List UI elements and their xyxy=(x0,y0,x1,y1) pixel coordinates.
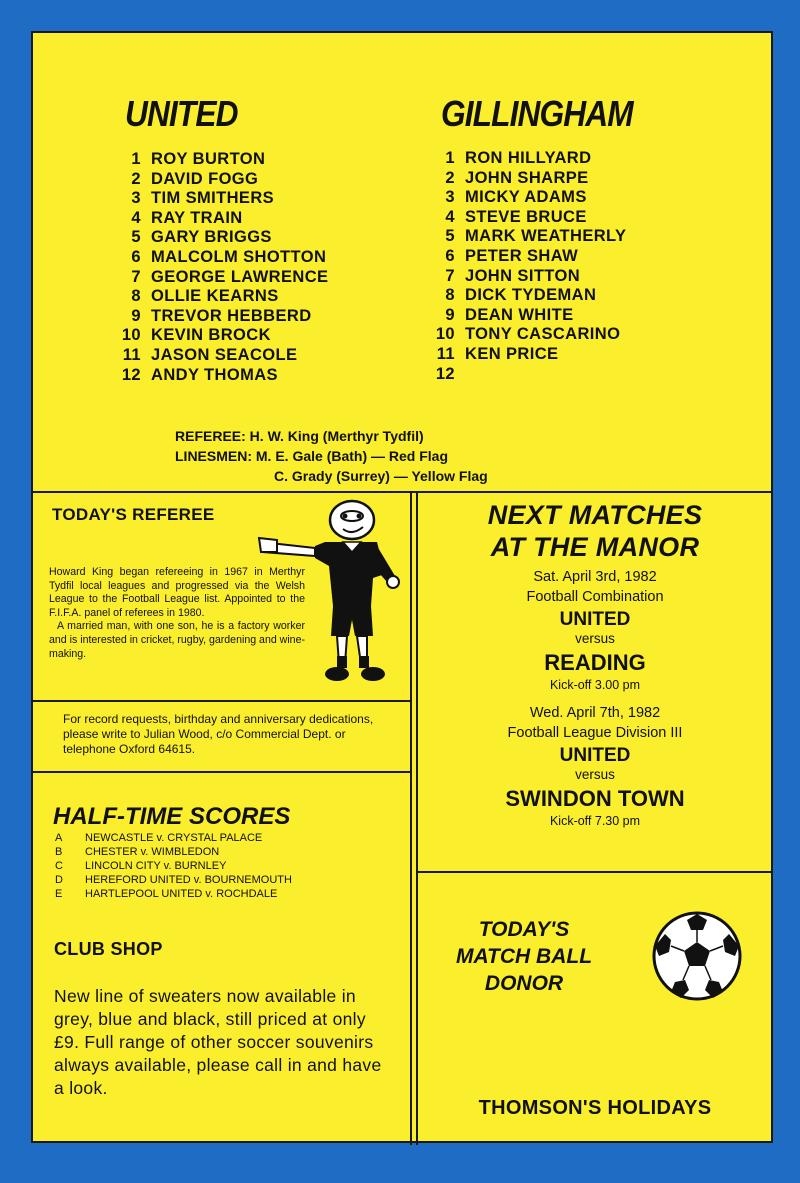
half-time-match: NEWCASTLE v. CRYSTAL PALACE xyxy=(85,832,263,844)
match-ball-heading xyxy=(429,916,619,997)
home-player-row xyxy=(107,228,328,248)
club-shop-text: New line of sweaters now available in grey, blue and black, still priced at only £9. Full range of other soccer souvenirs always available, please call in and have a look. xyxy=(54,986,382,1098)
player-name: MICKY ADAMS xyxy=(465,188,587,207)
shirt-number: 6 xyxy=(131,247,141,266)
player-name: ROY BURTON xyxy=(151,150,266,168)
match1-versus: versus xyxy=(575,631,615,646)
referee-line: REFEREE: H. W. King (Merthyr Tydfil) xyxy=(175,428,424,444)
player-name: MARK WEATHERLY xyxy=(465,227,627,246)
shirt-number: 1 xyxy=(131,150,141,168)
referee-cartoon xyxy=(255,496,405,686)
todays-referee-title: TODAY'S REFEREE xyxy=(52,505,215,524)
away-player-row xyxy=(421,306,626,326)
match1-competition: Football Combination xyxy=(526,589,664,605)
away-player-row xyxy=(421,188,626,208)
player-name: TIM SMITHERS xyxy=(151,189,275,208)
player-name: GARY BRIGGS xyxy=(151,228,272,247)
half-time-letter: E xyxy=(55,888,63,900)
home-player-row xyxy=(107,307,328,327)
match2-away: SWINDON TOWN xyxy=(505,786,685,811)
half-time-match: HARTLEPOOL UNITED v. ROCHDALE xyxy=(85,888,278,900)
half-time-row xyxy=(55,887,292,901)
referee-bio-para1: Howard King began refereeing in 1967 in Merthyr Tydfil local leagues and progressed via the Welsh League to the Football League list. Appointed to the F.I.F.A. panel of referees in 1980. xyxy=(49,566,305,619)
player-name: DAVID FOGG xyxy=(151,169,259,188)
divider-referee xyxy=(33,700,411,702)
shirt-number: 8 xyxy=(445,286,455,305)
half-time-row xyxy=(55,845,292,859)
player-name: RON HILLYARD xyxy=(465,149,592,167)
player-name: MALCOLM SHOTTON xyxy=(151,247,327,266)
shirt-number: 12 xyxy=(121,365,141,384)
shirt-number: 2 xyxy=(445,168,455,187)
shirt-number: 2 xyxy=(131,169,141,188)
player-name: DICK TYDEMAN xyxy=(465,286,597,305)
shirt-number: 4 xyxy=(131,208,141,227)
half-time-match: LINCOLN CITY v. BURNLEY xyxy=(85,860,227,872)
home-player-row xyxy=(107,248,328,268)
home-player-row xyxy=(107,209,328,229)
shirt-number: 7 xyxy=(445,266,455,285)
player-name: JASON SEACOLE xyxy=(151,345,298,364)
half-time-title: HALF-TIME SCORES xyxy=(53,803,291,830)
home-team-heading: UNITED xyxy=(125,93,238,134)
half-time-row xyxy=(55,873,292,887)
referee-bio-para2: A married man, with one son, he is a factory worker and is interested in cricket, rugby, gardening and wine-making. xyxy=(49,620,305,660)
player-name: TREVOR HEBBERD xyxy=(151,306,312,325)
away-player-row xyxy=(421,325,626,345)
match1-kickoff: Kick-off 3.00 pm xyxy=(549,678,641,692)
match1-away: READING xyxy=(544,650,646,675)
match-ball-donor: THOMSON'S HOLIDAYS xyxy=(478,1097,712,1119)
player-name: KEVIN BROCK xyxy=(151,326,271,345)
half-time-letter: C xyxy=(55,860,63,872)
shirt-number: 5 xyxy=(445,227,455,246)
half-time-match: CHESTER v. WIMBLEDON xyxy=(85,846,220,858)
shirt-number: 11 xyxy=(122,345,141,364)
shirt-number: 10 xyxy=(435,325,455,344)
home-player-row xyxy=(107,366,328,386)
player-name: GEORGE LAWRENCE xyxy=(151,267,329,286)
shirt-number: 5 xyxy=(131,228,141,247)
home-player-row xyxy=(107,326,328,346)
match1-home: UNITED xyxy=(559,609,631,630)
player-name: JOHN SHARPE xyxy=(465,168,589,187)
shirt-number: 12 xyxy=(435,364,455,383)
shirt-number: 8 xyxy=(131,287,141,306)
match2-versus: versus xyxy=(575,767,615,782)
shirt-number: 6 xyxy=(445,246,455,265)
shirt-number: 1 xyxy=(445,149,455,167)
divider-matches xyxy=(417,871,773,873)
player-name: STEVE BRUCE xyxy=(465,207,587,226)
away-player-row xyxy=(421,149,626,169)
linesmen-line-2: C. Grady (Surrey) — Yellow Flag xyxy=(274,468,488,484)
away-player-row xyxy=(421,267,626,287)
player-name: PETER SHAW xyxy=(465,246,579,265)
club-shop-title: CLUB SHOP xyxy=(54,939,163,959)
half-time-row xyxy=(55,831,292,845)
shirt-number: 10 xyxy=(121,326,141,345)
player-name: RAY TRAIN xyxy=(151,208,243,227)
programme-page xyxy=(31,31,773,1143)
match2-home: UNITED xyxy=(559,745,631,766)
half-time-match: HEREFORD UNITED v. BOURNEMOUTH xyxy=(85,874,292,886)
home-player-row xyxy=(107,287,328,307)
away-team-heading: GILLINGHAM xyxy=(441,93,633,134)
match-ball-line-1: TODAY'S xyxy=(478,918,570,941)
linesmen-line-1: LINESMEN: M. E. Gale (Bath) — Red Flag xyxy=(175,448,449,464)
next-matches-panel xyxy=(417,499,773,829)
away-player-row xyxy=(421,227,626,247)
home-player-row xyxy=(107,346,328,366)
home-roster xyxy=(107,150,328,385)
shirt-number: 4 xyxy=(445,207,455,226)
half-time-list xyxy=(55,831,292,901)
shirt-number: 7 xyxy=(131,267,141,286)
away-roster xyxy=(421,149,626,384)
away-player-row xyxy=(421,247,626,267)
away-player-row xyxy=(421,345,626,365)
match-ball-line-3: DONOR xyxy=(484,972,564,995)
half-time-letter: B xyxy=(55,846,63,858)
away-player-row xyxy=(421,286,626,306)
match-ball-line-2: MATCH BALL xyxy=(455,945,593,968)
player-name: DEAN WHITE xyxy=(465,305,574,324)
requests-text: For record requests, birthday and anniversary dedications, please write to Julian Wood, c/o Commercial Dept. or telephone Oxford 64615. xyxy=(63,712,374,756)
shirt-number: 9 xyxy=(445,305,455,324)
player-name: JOHN SITTON xyxy=(465,266,581,285)
player-name: KEN PRICE xyxy=(465,344,559,363)
shirt-number: 3 xyxy=(445,188,455,207)
match2-kickoff: Kick-off 7.30 pm xyxy=(549,814,641,828)
divider-vertical-left xyxy=(410,491,412,1145)
match2-competition: Football League Division III xyxy=(507,725,683,741)
divider-top xyxy=(33,491,773,493)
football-icon xyxy=(651,910,743,1002)
home-player-row xyxy=(107,150,328,170)
shirt-number: 9 xyxy=(131,306,141,325)
shirt-number: 3 xyxy=(131,189,141,208)
half-time-letter: D xyxy=(55,874,63,886)
player-name: TONY CASCARINO xyxy=(465,325,621,344)
player-name: ANDY THOMAS xyxy=(151,365,278,384)
away-player-row xyxy=(421,208,626,228)
home-player-row xyxy=(107,189,328,209)
player-name: OLLIE KEARNS xyxy=(151,287,279,306)
away-player-row xyxy=(421,169,626,189)
half-time-row xyxy=(55,859,292,873)
divider-requests xyxy=(33,771,411,773)
match2-date: Wed. April 7th, 1982 xyxy=(529,705,661,721)
next-matches-title-2: AT THE MANOR xyxy=(490,532,700,562)
next-matches-title-1: NEXT MATCHES xyxy=(487,500,703,530)
away-player-row xyxy=(421,365,626,385)
home-player-row xyxy=(107,268,328,288)
match1-date: Sat. April 3rd, 1982 xyxy=(533,569,657,585)
home-player-row xyxy=(107,170,328,190)
half-time-letter: A xyxy=(55,832,63,844)
shirt-number: 11 xyxy=(436,344,455,363)
